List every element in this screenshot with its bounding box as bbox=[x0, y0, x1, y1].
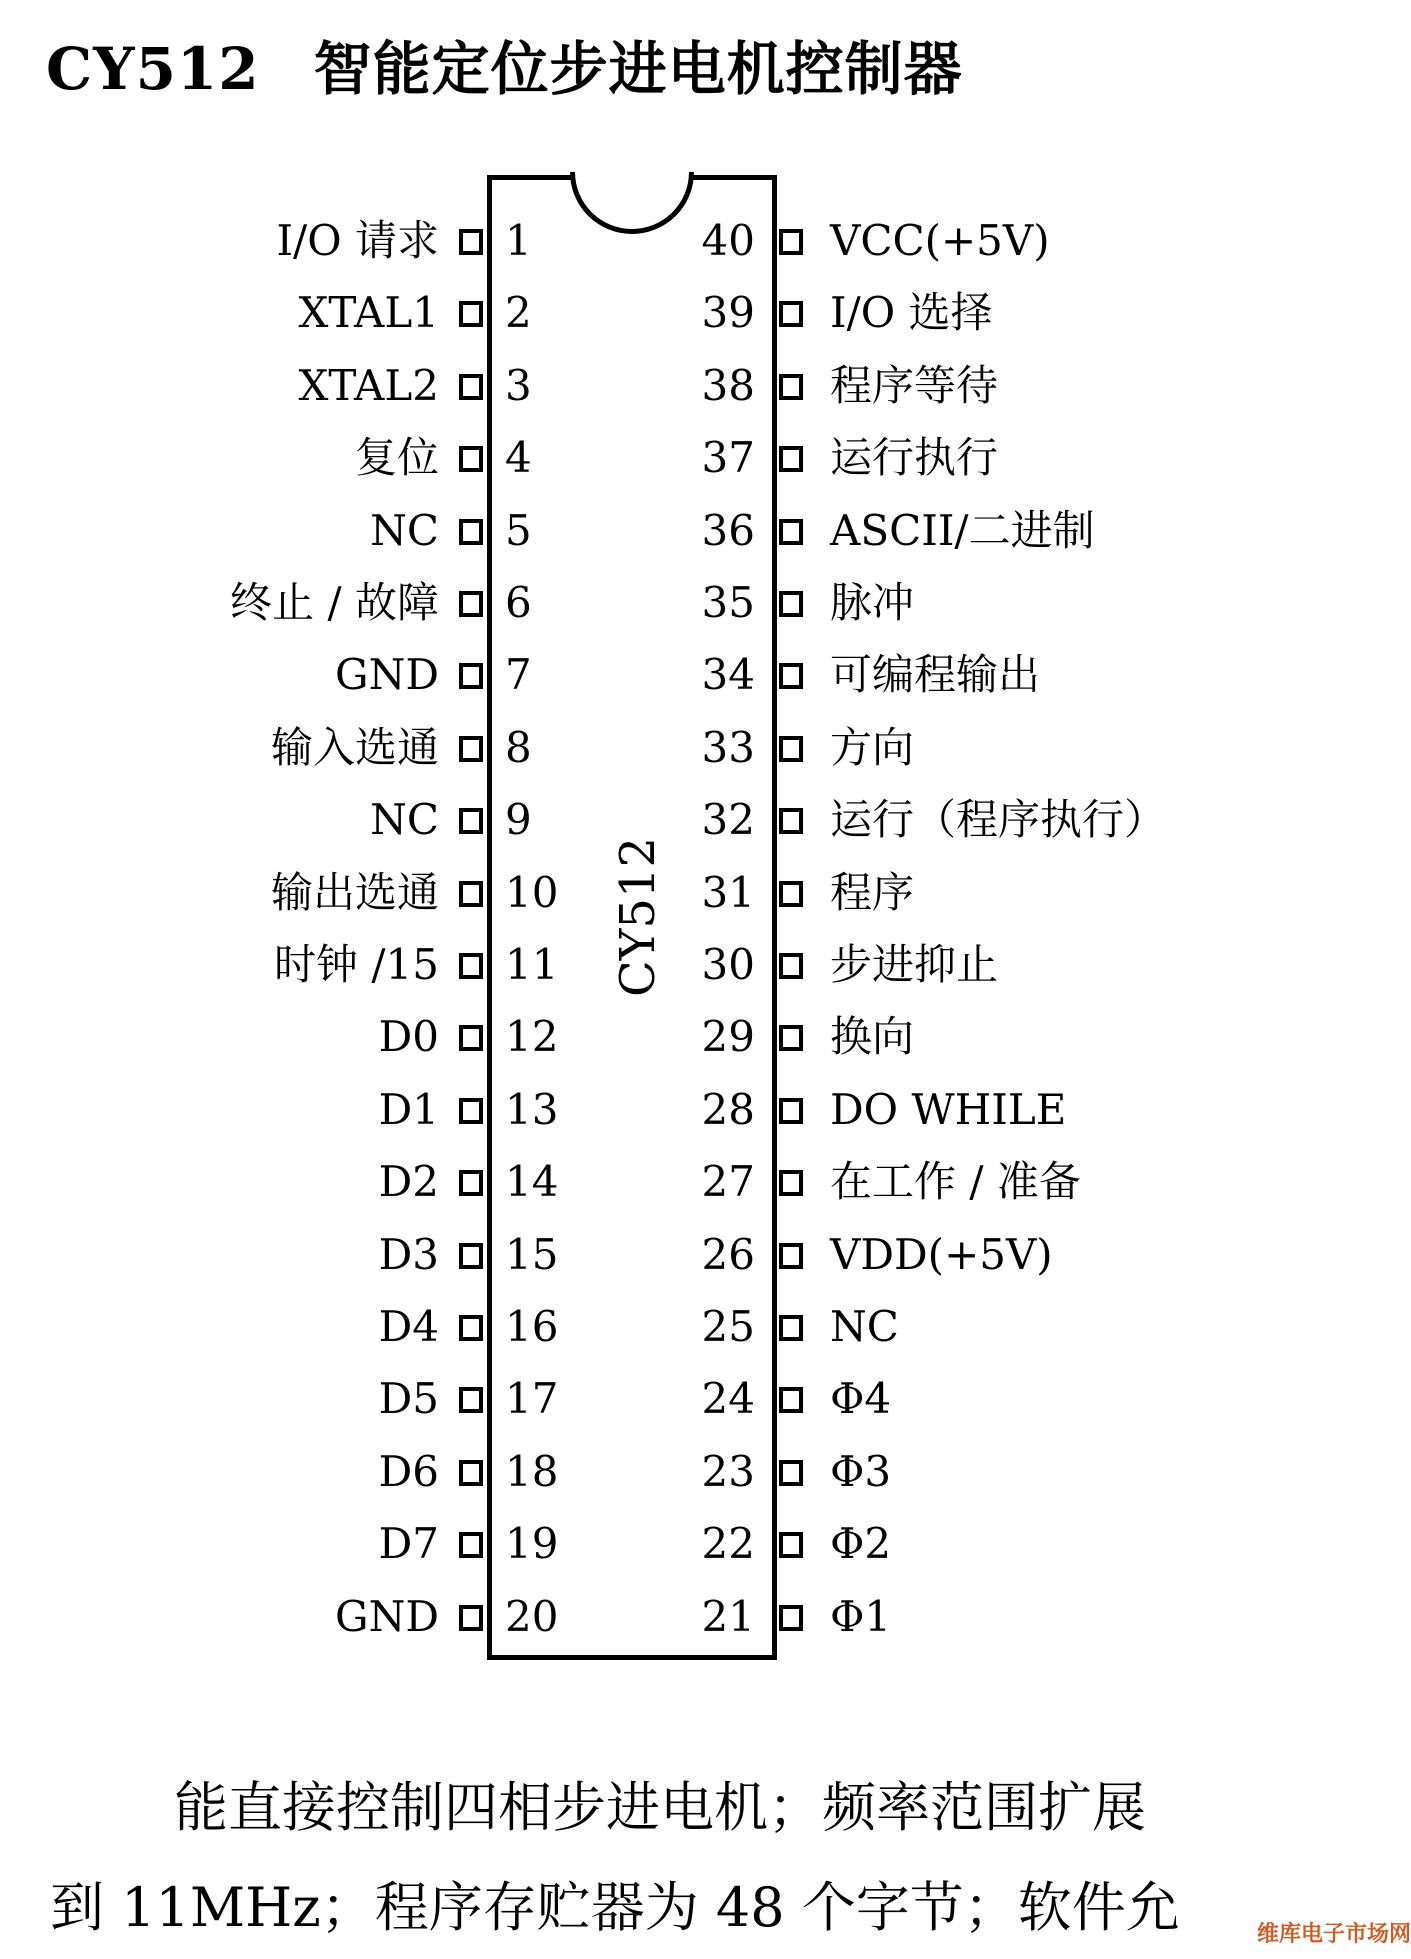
pin-box-right bbox=[779, 953, 803, 979]
description-line-1: 能直接控制四相步进电机；频率范围扩展 bbox=[174, 1776, 1146, 1839]
pin-label: XTAL2 bbox=[298, 360, 439, 410]
pin-label: 方向 bbox=[830, 722, 915, 772]
ic-chip-label: CY512 bbox=[610, 836, 666, 998]
pin-label: Φ2 bbox=[830, 1519, 892, 1569]
pin-label: 可编程输出 bbox=[830, 650, 1041, 700]
pin-number: 4 bbox=[505, 433, 532, 483]
pin-number: 36 bbox=[701, 505, 755, 555]
pin-box-left bbox=[459, 1170, 483, 1196]
pin-number: 14 bbox=[505, 1157, 559, 1207]
pin-box-left bbox=[459, 301, 483, 327]
pin-box-right bbox=[779, 1387, 803, 1413]
pin-number: 23 bbox=[701, 1446, 755, 1496]
pin-box-right bbox=[779, 663, 803, 689]
pin-label: 运行（程序执行） bbox=[830, 795, 1167, 845]
pin-label: NC bbox=[830, 1302, 899, 1351]
pin-label: Φ3 bbox=[830, 1446, 892, 1496]
pin-label: 步进抑止 bbox=[830, 940, 999, 989]
pin-number: 24 bbox=[701, 1374, 755, 1424]
pin-box-left bbox=[459, 229, 483, 255]
pin-label: I/O 请求 bbox=[276, 216, 439, 265]
pin-box-right bbox=[779, 736, 803, 762]
pin-box-left bbox=[459, 374, 483, 400]
pin-number: 21 bbox=[701, 1591, 755, 1641]
title-part-number: CY512 bbox=[46, 35, 260, 103]
pin-number: 5 bbox=[505, 505, 532, 555]
pin-box-right bbox=[779, 446, 803, 472]
pin-label: I/O 选择 bbox=[830, 288, 993, 338]
pin-label: 终止 / 故障 bbox=[230, 578, 439, 627]
pin-label: D2 bbox=[378, 1157, 439, 1207]
title-name: 智能定位步进电机控制器 bbox=[313, 35, 963, 103]
pin-box-left bbox=[459, 446, 483, 472]
pin-box-right bbox=[779, 519, 803, 545]
pin-box-left bbox=[459, 519, 483, 545]
pin-box-left bbox=[459, 1605, 483, 1631]
pin-label: DO WHILE bbox=[830, 1084, 1067, 1134]
pin-number: 8 bbox=[505, 722, 532, 772]
pin-label: Φ4 bbox=[830, 1374, 892, 1424]
pin-number: 9 bbox=[505, 795, 532, 845]
watermark-text: 维库电子市场网 bbox=[1257, 1922, 1411, 1947]
pin-number: 35 bbox=[701, 578, 755, 627]
pin-number: 11 bbox=[505, 940, 559, 989]
pin-box-left bbox=[459, 808, 483, 834]
pin-label: D4 bbox=[378, 1302, 439, 1351]
pin-number: 38 bbox=[701, 360, 755, 410]
pin-number: 33 bbox=[701, 722, 755, 772]
pin-number: 10 bbox=[505, 867, 559, 917]
pin-box-left bbox=[459, 736, 483, 762]
pin-box-right bbox=[779, 1025, 803, 1051]
pin-number: 7 bbox=[505, 650, 532, 700]
pin-label: 换向 bbox=[830, 1012, 915, 1062]
pin-box-left bbox=[459, 1532, 483, 1558]
pin-label: 程序等待 bbox=[830, 360, 999, 410]
pin-label: D5 bbox=[378, 1374, 439, 1424]
pin-number: 16 bbox=[505, 1302, 559, 1351]
pin-box-left bbox=[459, 953, 483, 979]
pin-number: 29 bbox=[701, 1012, 755, 1062]
pin-box-right bbox=[779, 1315, 803, 1341]
pin-label: 时钟 /15 bbox=[274, 940, 439, 989]
pin-label: D1 bbox=[378, 1084, 439, 1134]
pin-label: VDD(+5V) bbox=[830, 1229, 1053, 1279]
pin-box-left bbox=[459, 591, 483, 617]
pin-number: 15 bbox=[505, 1229, 559, 1279]
pin-label: 脉冲 bbox=[830, 578, 915, 627]
pin-number: 3 bbox=[505, 360, 532, 410]
pin-number: 19 bbox=[505, 1519, 559, 1569]
pin-number: 22 bbox=[701, 1519, 755, 1569]
pin-box-left bbox=[459, 1243, 483, 1269]
pin-label: VCC(+5V) bbox=[830, 216, 1050, 265]
pin-box-left bbox=[459, 663, 483, 689]
pin-number: 37 bbox=[701, 433, 755, 483]
pin-box-left bbox=[459, 1460, 483, 1486]
watermark-logo bbox=[1257, 1913, 1411, 1953]
pin-box-right bbox=[779, 881, 803, 907]
pin-box-left bbox=[459, 1025, 483, 1051]
pin-box-right bbox=[779, 1170, 803, 1196]
pin-number: 13 bbox=[505, 1084, 559, 1134]
pin-box-right bbox=[779, 229, 803, 255]
pin-box-left bbox=[459, 881, 483, 907]
pin-number: 28 bbox=[701, 1084, 755, 1134]
pin-number: 12 bbox=[505, 1012, 559, 1062]
pin-label: XTAL1 bbox=[298, 288, 439, 338]
pin-label: 输出选通 bbox=[270, 867, 439, 917]
pin-number: 40 bbox=[701, 216, 755, 265]
description bbox=[50, 1758, 1350, 1958]
pin-label: 运行执行 bbox=[830, 433, 999, 483]
pin-number: 25 bbox=[701, 1302, 755, 1351]
pin-number: 20 bbox=[505, 1591, 559, 1641]
pin-label: D0 bbox=[378, 1012, 439, 1062]
description-line-2: 到 11MHz；程序存贮器为 48 个字节；软件允 bbox=[50, 1876, 1180, 1939]
pin-number: 30 bbox=[701, 940, 755, 989]
pin-label: Φ1 bbox=[830, 1591, 892, 1641]
pin-label: 程序 bbox=[830, 867, 915, 917]
pin-label: 输入选通 bbox=[270, 722, 439, 772]
pin-label: NC bbox=[370, 505, 439, 555]
pin-number: 2 bbox=[505, 288, 532, 338]
pin-box-right bbox=[779, 591, 803, 617]
pin-box-right bbox=[779, 1460, 803, 1486]
pin-number: 27 bbox=[701, 1157, 755, 1207]
pin-label: 在工作 / 准备 bbox=[830, 1157, 1081, 1207]
pin-label: D3 bbox=[378, 1229, 439, 1279]
pin-number: 18 bbox=[505, 1446, 559, 1496]
pin-box-right bbox=[779, 1243, 803, 1269]
pin-number: 39 bbox=[701, 288, 755, 338]
pin-box-right bbox=[779, 374, 803, 400]
pin-box-right bbox=[779, 1605, 803, 1631]
pin-box-left bbox=[459, 1098, 483, 1124]
pin-number: 34 bbox=[701, 650, 755, 700]
pin-box-left bbox=[459, 1387, 483, 1413]
pin-box-right bbox=[779, 1098, 803, 1124]
pin-label: GND bbox=[335, 650, 439, 700]
pin-label: 复位 bbox=[354, 433, 439, 483]
pin-number: 32 bbox=[701, 795, 755, 845]
pin-label: GND bbox=[335, 1591, 439, 1641]
pin-label: D6 bbox=[378, 1446, 439, 1496]
pin-number: 31 bbox=[701, 867, 755, 917]
pin-label: ASCII/二进制 bbox=[830, 505, 1095, 555]
pin-label: NC bbox=[370, 795, 439, 845]
pin-number: 17 bbox=[505, 1374, 559, 1424]
pin-box-right bbox=[779, 1532, 803, 1558]
page-title bbox=[46, 22, 963, 106]
pin-box-left bbox=[459, 1315, 483, 1341]
pin-number: 1 bbox=[505, 216, 532, 265]
pin-label: D7 bbox=[378, 1519, 439, 1569]
pin-number: 26 bbox=[701, 1229, 755, 1279]
pin-box-right bbox=[779, 808, 803, 834]
pin-number: 6 bbox=[505, 578, 532, 627]
pin-box-right bbox=[779, 301, 803, 327]
